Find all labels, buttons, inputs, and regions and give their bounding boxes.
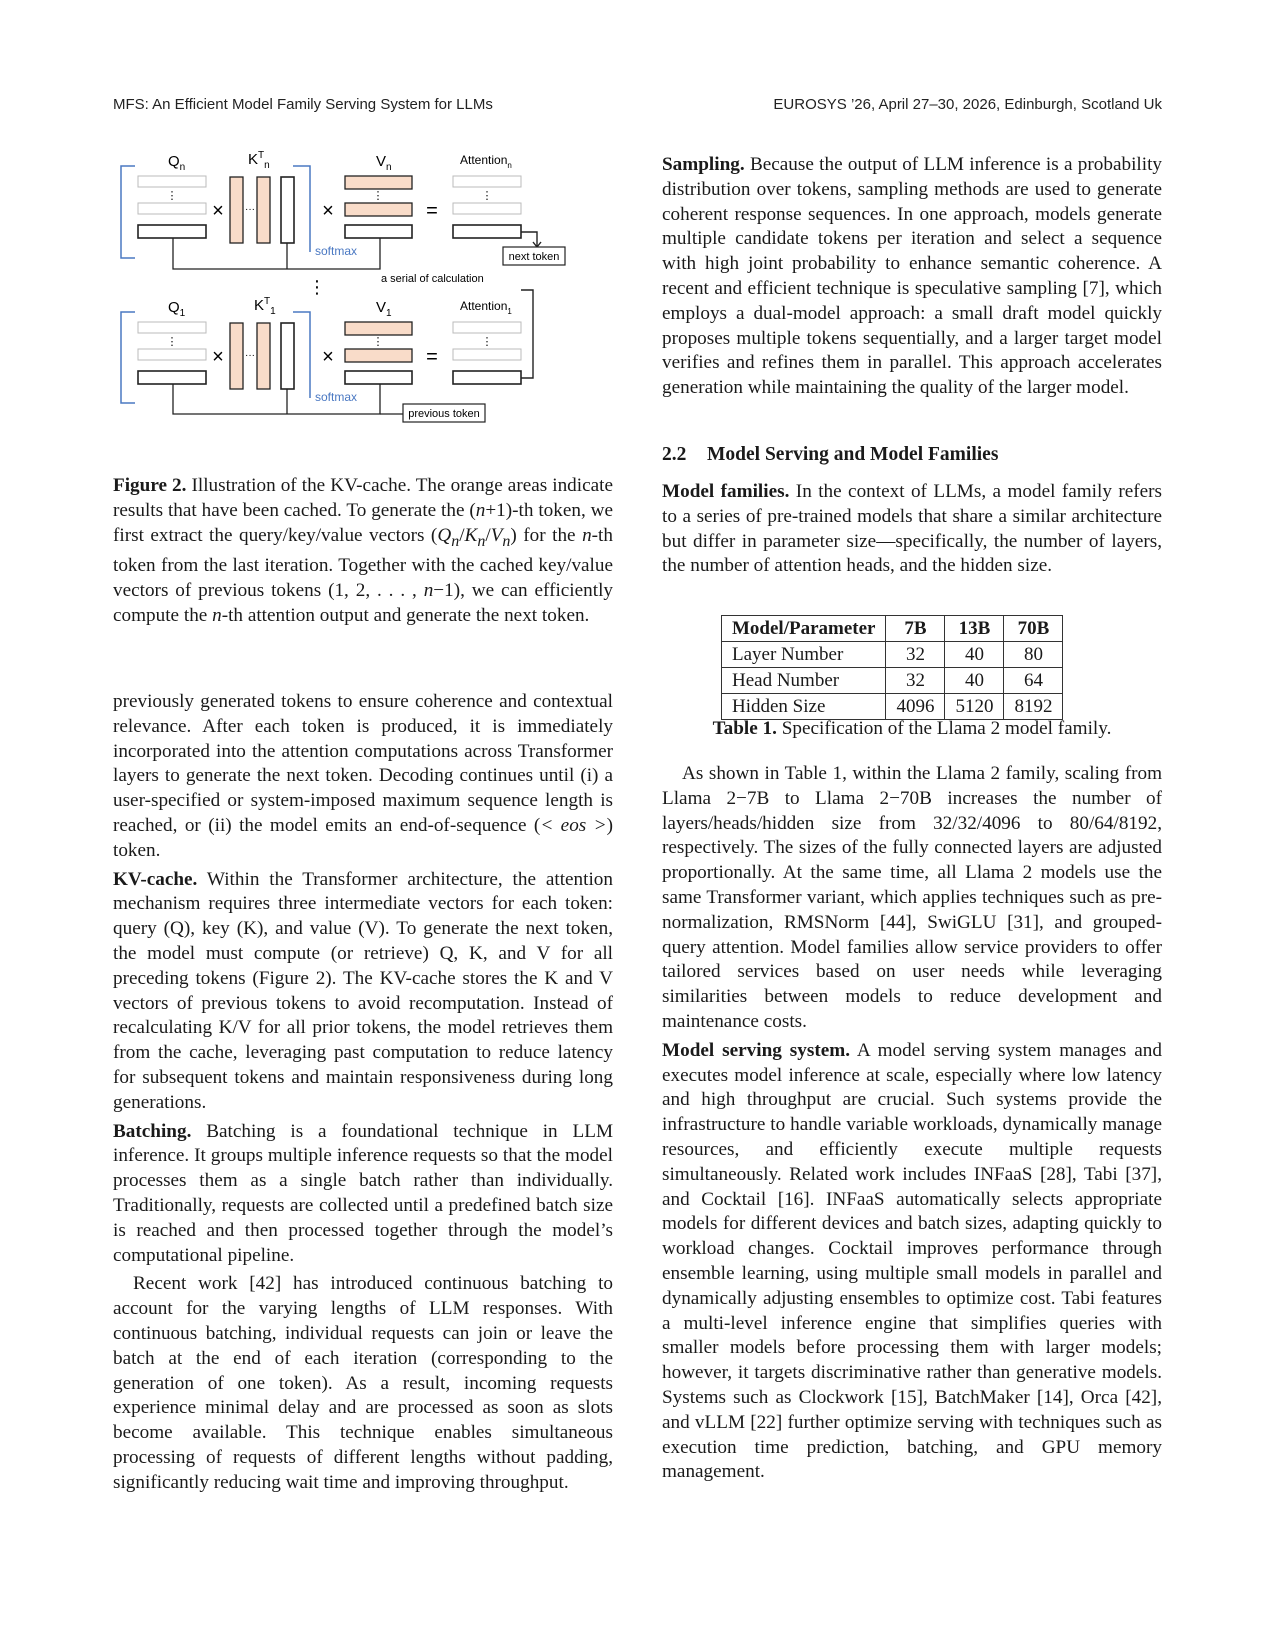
serial-label: a serial of calculation (381, 273, 484, 285)
caption-math: n (502, 532, 511, 550)
label-q1: $Q_1$ (168, 299, 186, 319)
running-header-venue: EUROSYS ’26, April 27–30, 2026, Edinburgh, Scotland Uk (773, 96, 1162, 113)
table-header-cell: 7B (886, 616, 945, 642)
caption-math: n (475, 499, 486, 521)
table-cell: 80 (1004, 642, 1063, 668)
table-cell: 4096 (886, 694, 945, 720)
batching-heading: Batching. (113, 1120, 192, 1142)
vdots-v: ⋮ (372, 190, 384, 202)
kv-cache-paragraph (113, 868, 613, 1116)
label-attn: Attention$_n$ (460, 153, 512, 170)
kv-cache-heading: KV-cache. (113, 868, 198, 890)
caption-text: +1)-th token, we first extract the query/key/value vectors ( (113, 499, 613, 546)
vdots-v1: ⋮ (372, 336, 384, 348)
label-qn: $Q_n$ (168, 153, 186, 173)
model-families-paragraph (662, 480, 1162, 579)
caption-text: / (485, 524, 491, 546)
caption-math: K (464, 524, 478, 546)
batching-paragraph (113, 1120, 613, 1269)
caption-text: ) for the (510, 524, 583, 546)
continuous-batching-paragraph: Recent work [42] has introduced continuous batching to account for the varying lengths of LLM responses. With continuous batching, individual requests can join or leave the batch at the end of each iteration (corresponding to the generation of one token). As a result, incoming requests experience minimal delay and are processed as soon as slots become available. This technique enables simultaneous processing of requests of different lengths without padding, significantly reducing wait time and improving throughput. (113, 1273, 613, 1493)
hdots-k: ··· (245, 204, 255, 215)
vdots-q1: ⋮ (166, 336, 178, 348)
section-title: Model Serving and Model Families (707, 444, 999, 465)
right-column-bottom (662, 762, 1162, 1489)
table-caption-label: Table 1. (712, 718, 777, 739)
label-v1: $V_1$ (376, 299, 392, 319)
caption-label: Figure 2. (113, 475, 187, 496)
llama2-scaling-paragraph: As shown in Table 1, within the Llama 2 family, scaling from Llama 2−7B to Llama 2−70B increases the number of layers/heads/hidden size from 32/32/4096 to 80/64/8192, respectively. The sizes of the fully connected layers are adjusted proportionally. At the same time, all Llama 2 models use the same Transformer variant, which applies techniques such as pre-normalization, RMSNorm [44], SwiGLU [31], and grouped-query attention. Model families allow service providers to offer tailored services based on user needs while leveraging similarities between models to reduce development and maintenance costs. (662, 763, 1162, 1032)
times-4: × (322, 346, 334, 368)
sampling-heading: Sampling. (662, 154, 745, 175)
serving-system-paragraph (662, 1039, 1162, 1485)
table-caption (662, 718, 1162, 740)
paragraph-text: Because the output of LLM inference is a probability distribution over tokens, sampling methods are used to generate coherent response sequences. In one approach, models generate multiple candidate tokens per iteration and select a sequence with high joint probability to enhance semantic coherence. A recent and efficient technique is speculative sampling [7], which employs a dual-model approach: a small draft model quickly proposes multiple tokens sequentially, and a larger target model verifies and refines them in parallel. This approach accelerates generation while maintaining the quality of the larger model. (662, 154, 1162, 399)
table-header-cell: 13B (945, 616, 1004, 642)
equals-2: = (426, 346, 438, 368)
llama2-spec-table (721, 615, 1063, 720)
label-ktn: $K^T_n$ (248, 150, 270, 171)
running-header-title: MFS: An Efficient Model Family Serving System for LLMs (113, 96, 493, 113)
kv-cache-figure (113, 150, 613, 450)
hdots-k1: ··· (245, 350, 255, 361)
vdots-q: ⋮ (166, 190, 178, 202)
serving-system-heading: Model serving system. (662, 1039, 851, 1061)
table-header-row (722, 616, 1063, 642)
caption-math: V (490, 524, 503, 546)
caption-math: n (582, 524, 592, 546)
table-row (722, 642, 1063, 668)
equals-1: = (426, 200, 438, 222)
caption-text: Illustration of the KV-cache. The orange areas indicate results that have been cached. To generate the ( (113, 475, 613, 521)
caption-math: n (451, 532, 460, 550)
softmax-label-top: softmax (315, 244, 358, 258)
table-header-cell: Model/Parameter (722, 616, 886, 642)
sampling-paragraph (662, 153, 1162, 401)
table-cell: 64 (1004, 668, 1063, 694)
paragraph-text: Within the Transformer architecture, the attention mechanism requires three intermediate vectors for each token: query (Q), key (K), and value (V). To generate the next token, the model must compute (or retrieve) Q, K, and V for all preceding tokens (Figure 2). The KV-cache stores the K and V vectors of previous tokens to avoid recomputation. Instead of recalculating K/V for all prior tokens, the model retrieves them from the cache, leveraging past computation to reduce latency for subsequent tokens and maintain responsiveness during long generations. (113, 868, 613, 1113)
figure-bottom-block (121, 238, 533, 422)
label-att1: Attention$_1$ (460, 299, 512, 316)
paragraph-text: Batching is a foundational technique in LLM inference. It groups multiple inference requests so that the model processes them as a single batch rather than individually. Traditionally, requests are collected until a predefined batch size is reached and then processed together through the model’s computational pipeline. (113, 1120, 613, 1266)
caption-text: −1), we can efficiently compute the (113, 580, 613, 626)
previous-token-box: previous token (408, 408, 480, 420)
vdots-a: ⋮ (481, 190, 493, 202)
table-cell: 40 (945, 642, 1004, 668)
label-kt1: $K^T_1$ (254, 296, 276, 317)
caption-text: / (459, 524, 465, 546)
table-row (722, 694, 1063, 720)
section-number: 2.2 (662, 444, 687, 465)
left-column (113, 690, 613, 1500)
caption-math: Q (437, 524, 452, 546)
figure-caption (113, 474, 613, 629)
table-cell: 32 (886, 668, 945, 694)
times-3: × (212, 346, 224, 368)
table-cell: 8192 (1004, 694, 1063, 720)
caption-math: n (212, 604, 222, 626)
table-cell: Head Number (722, 668, 886, 694)
decoding-paragraph (113, 690, 613, 864)
figure-top-block (121, 150, 565, 269)
table-cell: Layer Number (722, 642, 886, 668)
table-cell: Hidden Size (722, 694, 886, 720)
vdots-middle: ⋮ (308, 277, 326, 297)
paragraph-text: previously generated tokens to ensure coherence and contextual relevance. After each token is produced, it is immediately incorporated into the attention computations across Transformer layers to generate the next token. Decoding continues until (i) a user-specified or system-imposed maximum sequence length is reached, or (ii) the model emits an end-of-sequence ( (113, 691, 613, 836)
table-header-cell: 70B (1004, 616, 1063, 642)
caption-math: n (423, 580, 434, 602)
caption-math: n (477, 532, 486, 550)
caption-text: Specification of the Llama 2 model family. (776, 718, 1112, 739)
label-vn: $V_n$ (376, 153, 392, 173)
next-token-box: next token (508, 251, 560, 263)
softmax-label-bottom: softmax (315, 390, 358, 404)
caption-text: -th attention output and generate the next token. (221, 604, 590, 626)
caption-text: -th token from the last iteration. Together with the cached key/value vectors of previous tokens (1, 2, . . . , (113, 524, 613, 602)
table-cell: 32 (886, 642, 945, 668)
model-families-heading: Model families. (662, 481, 790, 502)
vdots-a1: ⋮ (481, 336, 493, 348)
table-cell: 40 (945, 668, 1004, 694)
times-2: × (322, 200, 334, 222)
table-cell: 5120 (945, 694, 1004, 720)
table-row (722, 668, 1063, 694)
paragraph-text: A model serving system manages and executes model inference at scale, especially where low latency and high throughput are crucial. Such systems provide the infrastructure to handle variable workloads, dynamically manage resources, and efficiently execute multiple requests simultaneously. Related work includes INFaaS [28], Tabi [37], and Cocktail [16]. INFaaS automatically selects appropriate models for different devices and batch sizes, adapting quickly to workload changes. Cocktail improves performance through ensemble learning, using multiple small models in parallel and dynamically adjusting ensembles to optimize cost. Tabi features a multi-level inference engine that simplifies queries with smaller models before processing them with larger models; however, it targets discriminative rather than generative models. Systems such as Clockwork [15], BatchMaker [14], Orca [42], and vLLM [22] further optimize serving with techniques such as execution time prediction, batching, and GPU memory management. (662, 1039, 1162, 1483)
section-heading (662, 444, 998, 466)
paragraph-text: ) token. (113, 814, 613, 861)
eos-token: < eos > (540, 814, 607, 836)
times-1: × (212, 200, 224, 222)
paragraph-text: In the context of LLMs, a model family refers to a series of pre-trained models that share a similar architecture but differ in parameter size—specifically, the number of layers, the number of attention heads, and the hidden size. (662, 481, 1162, 577)
right-column-top (662, 153, 1162, 405)
